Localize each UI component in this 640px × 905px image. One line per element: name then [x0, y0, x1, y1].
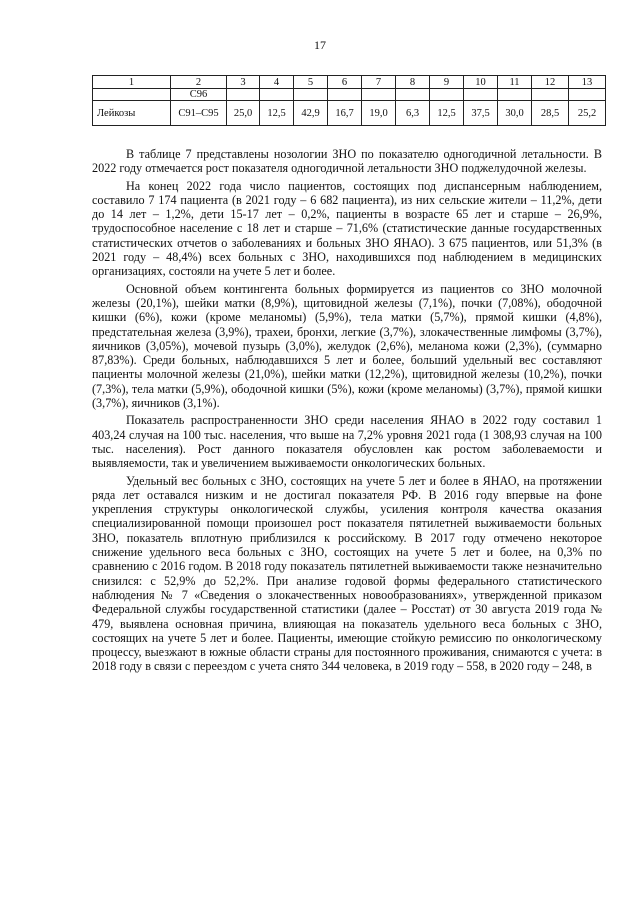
- table-header-cell: 9: [430, 76, 464, 89]
- table-header-row: [93, 76, 606, 89]
- table-cell: 19,0: [362, 101, 396, 126]
- table-header-cell: 4: [260, 76, 294, 89]
- paragraph: Показатель распространенности ЗНО среди населения ЯНАО в 2022 году составил 1 403,24 случая на 100 тыс. населения, что выше на 7,2% уровня 2021 года (1 308,93 случая на 100 тыс. населения). Рост данного показателя обусловлен как ростом заболеваемости и выявляемости, так и увеличением выживаемости онкологических больных.: [92, 413, 602, 471]
- body-text: [92, 147, 602, 677]
- table-cell-name: Лейкозы: [93, 101, 171, 126]
- table-cell: 37,5: [464, 101, 498, 126]
- nosology-table: [92, 75, 606, 126]
- page-number: 17: [314, 38, 326, 52]
- table-header-cell: 11: [498, 76, 532, 89]
- paragraph: В таблице 7 представлены нозологии ЗНО по показателю одногодичной летальности. В 2022 году отмечается рост показателя одногодичной летальности ЗНО поджелудочной железы.: [92, 147, 602, 176]
- table-header-cell: 5: [294, 76, 328, 89]
- table-cell-code: С91–С95: [171, 101, 227, 126]
- table-cell: 28,5: [532, 101, 569, 126]
- table-header-cell: 8: [396, 76, 430, 89]
- paragraph: На конец 2022 года число пациентов, состоящих под диспансерным наблюдением, составило 7 174 пациента (в 2021 году – 6 682 пациента), из них сельские жители – 11,2%, дети до 14 лет – 1,2%, дети 15-17 лет – 0,2%, пациенты в возрасте 65 лет и старше – 26,9%, трудоспособное население с 18 лет и старше – 71,6% (статистические данные государственных статистических отчетов о заболеваниях и больных ЗНО ЯНАО). 3 675 пациентов, или 51,3% (в 2021 году – 48,4%) всех больных с ЗНО, находившихся под наблюдением в медицинских организациях, состояли на учете 5 лет и более.: [92, 178, 602, 279]
- table-row: [93, 89, 606, 101]
- table-cell: 12,5: [260, 101, 294, 126]
- table-header-cell: 6: [328, 76, 362, 89]
- table-header-cell: 13: [569, 76, 606, 89]
- table-header-cell: 3: [227, 76, 260, 89]
- table-header-cell: 1: [93, 76, 171, 89]
- table-cell: 30,0: [498, 101, 532, 126]
- table-header-cell: 7: [362, 76, 396, 89]
- table-header-cell: 10: [464, 76, 498, 89]
- table-cell: 6,3: [396, 101, 430, 126]
- table-header-cell: 2: [171, 76, 227, 89]
- paragraph: Основной объем контингента больных формируется из пациентов со ЗНО молочной железы (20,1%), шейки матки (8,9%), щитовидной железы (7,1%), почки (7,08%), ободочной кишки (6%), кожи (кроме меланомы) (5,9%), тела матки (5,7%), прямой кишки (4,8%), предстательная железа (3,9%), трахеи, бронхи, легкие (3,7%), злокачественные лимфомы (3,7%), яичников (3,05%), мочевой пузырь (3,0%), желудок (2,6%), меланома кожи (2,3%), (суммарно 87,83%). Среди больных, наблюдавшихся 5 лет и более, больший удельный вес составляют пациенты молочной железы (21,0%), шейки матки (12,2%), щитовидной железы (10,2%), почки (7,3%), тела матки (5,9%), ободочной кишки (5%), кожи (кроме меланомы) (3,7%), прямой кишки (3,7%), яичников (3,1%).: [92, 281, 602, 411]
- table-cell: 16,7: [328, 101, 362, 126]
- paragraph: Удельный вес больных с ЗНО, состоящих на учете 5 лет и более в ЯНАО, на протяжении ряда лет оставался низким и не достигал показателя РФ. В 2016 году впервые на фоне укрепления структуры онкологической службы, усиления контроля качества оказания специализированной помощи произошел рост показателя пятилетней выживаемости больных ЗНО, показатель вплотную приблизился к российскому. В 2017 году отмечено некоторое снижение удельного веса больных с ЗНО, состоящих на учете 5 лет и более, на 0,3% по сравнению с 2016 годом. В 2018 году показатель пятилетней выживаемости также незначительно снизился: с 52,9% до 52,2%. При анализе годовой формы федерального статистического наблюдения № 7 «Сведения о злокачественных новообразованиях», утвержденной приказом Федеральной службы государственной статистики (далее – Росстат) от 30 августа 2019 года № 479, выявлена основная причина, влияющая на показатель удельного веса больных с ЗНО, состоящих на учете 5 лет и более. Пациенты, имеющие стойкую ремиссию по онкологическому процессу, выезжают в южные области страны для постоянного проживания, снимаются с учета: в 2018 году в связи с переездом с учета снято 344 человека, в 2019 году – 558, в 2020 году – 248, в: [92, 473, 602, 674]
- table-cell: 25,2: [569, 101, 606, 126]
- table-cell: 42,9: [294, 101, 328, 126]
- table-cell: 12,5: [430, 101, 464, 126]
- table-row: [93, 101, 606, 126]
- table-cell: 25,0: [227, 101, 260, 126]
- table-cell-code: С96: [171, 89, 227, 101]
- table-header-cell: 12: [532, 76, 569, 89]
